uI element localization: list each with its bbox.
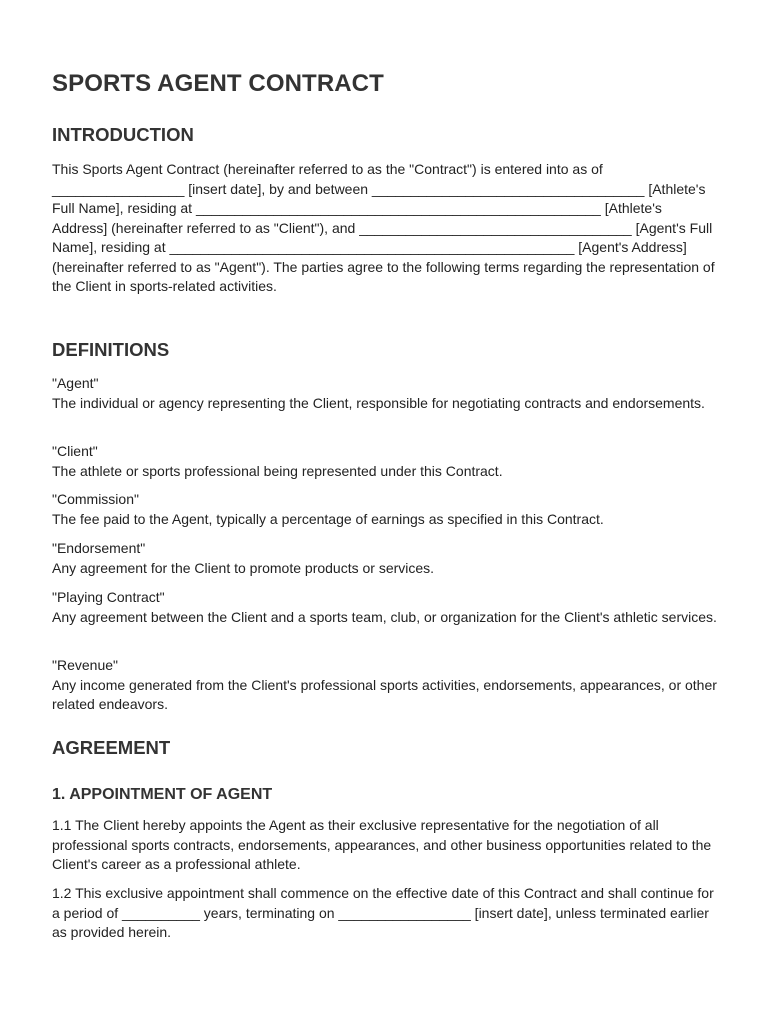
definition-term: "Agent" bbox=[52, 375, 99, 391]
definition-description: Any income generated from the Client's professional sports activities, endorsements, appearances, or other related endeavors. bbox=[52, 676, 717, 712]
clause-1-2: 1.2 This exclusive appointment shall commence on the effective date of this Contract and shall continue for a period of __________ years, terminating on _________________ [insert date], unless terminated earlier as provided herein. bbox=[52, 885, 714, 940]
introduction-heading: INTRODUCTION bbox=[52, 124, 194, 145]
section-heading-appointment: 1. APPOINTMENT OF AGENT bbox=[52, 786, 273, 803]
definition-item bbox=[52, 656, 718, 715]
clause-1-1: 1.1 The Client hereby appoints the Agent as their exclusive representative for the negotiation of all professional sports contracts, endorsements, appearances, and other business opportunities related to the Client's career as a professional athlete. bbox=[52, 817, 712, 872]
definition-description: The athlete or sports professional being represented under this Contract. bbox=[52, 462, 503, 479]
definitions-heading: DEFINITIONS bbox=[52, 339, 170, 360]
definition-item bbox=[52, 442, 718, 481]
definition-item bbox=[52, 374, 718, 413]
definition-item bbox=[52, 588, 718, 627]
definition-term: "Commission" bbox=[52, 491, 139, 507]
definition-term: "Client" bbox=[52, 443, 98, 459]
introduction-paragraph: This Sports Agent Contract (hereinafter referred to as the "Contract") is entered into as of _________________ [insert date], by and between ___________________________________ [Athlete's Full Name], residing at ____________________________________________________ [Athlete's Address] (hereinafter referred to as "Client"), and ___________________________________ [Agent's Full Name], residing at ____________________________________________________ [Agent's Address] (hereinafter referred to as "Agent"). The parties agree to the following terms regarding the representation of the Client in sports-related activities. bbox=[52, 161, 715, 294]
definition-term: "Revenue" bbox=[52, 657, 118, 673]
agreement-heading: AGREEMENT bbox=[52, 737, 171, 758]
definition-description: Any agreement between the Client and a sports team, club, or organization for the Client's athletic services. bbox=[52, 608, 717, 625]
definition-term: "Playing Contract" bbox=[52, 589, 165, 605]
definition-item bbox=[52, 539, 718, 578]
definition-item bbox=[52, 490, 718, 529]
definition-description: Any agreement for the Client to promote products or services. bbox=[52, 559, 435, 576]
definition-description: The individual or agency representing the Client, responsible for negotiating contracts and endorsements. bbox=[52, 394, 705, 411]
definition-term: "Endorsement" bbox=[52, 540, 146, 556]
definition-description: The fee paid to the Agent, typically a percentage of earnings as specified in this Contract. bbox=[52, 510, 604, 527]
document-title: SPORTS AGENT CONTRACT bbox=[52, 70, 384, 97]
